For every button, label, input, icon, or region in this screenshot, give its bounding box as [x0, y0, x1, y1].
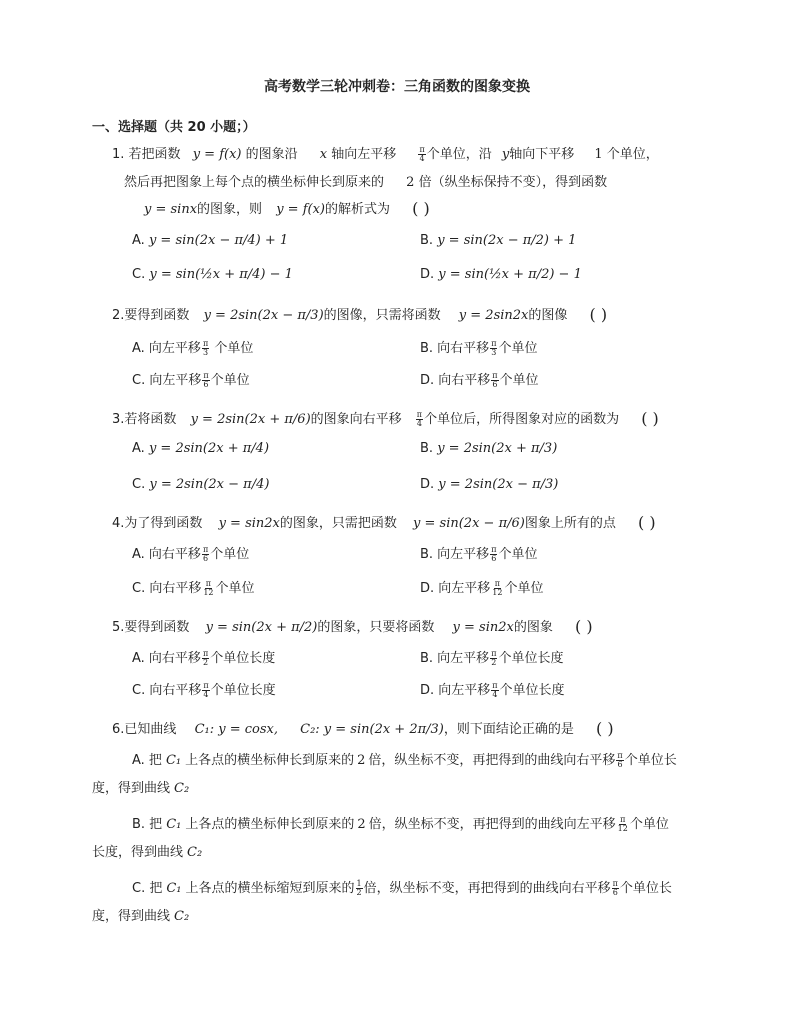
q2-option-b: B. 向右平移 $\frac{\pi}{3}$ 个单位	[420, 339, 538, 357]
question-3: 3.若将函数 y = 2sin(2x + π/6)的图象向右平移 $\frac{\pi}{4}$ 个单位后，所得图象对应的函数为 ( )	[112, 409, 659, 428]
question-1-line-3: y = sinx的图象，则 y = f(x)的解析式为 ( )	[144, 199, 430, 218]
q6-option-a-line-2: 度，得到曲线 C₂	[92, 781, 190, 796]
q4-option-b: B. 向左平移 $\frac{\pi}{6}$ 个单位	[420, 545, 538, 563]
answer-blank: ( )	[575, 617, 593, 636]
q2-option-c: C. 向左平移 $\frac{\pi}{6}$ 个单位	[132, 371, 250, 389]
answer-blank: ( )	[641, 409, 659, 428]
q4-option-c: C. 向右平移 $\frac{\pi}{12}$ 个单位	[132, 579, 255, 597]
answer-blank: ( )	[589, 305, 608, 324]
q6-option-b-line-2: 长度，得到曲线 C₂	[92, 845, 203, 860]
q1-option-a: A. y = sin(2x − π/4) + 1	[132, 233, 289, 248]
question-2: 2.要得到函数 y = 2sin(2x − π/3)的图像，只需将函数 y = 2sin2x的图像 ( )	[112, 305, 608, 324]
q6-option-c-line-2: 度，得到曲线 C₂	[92, 909, 190, 924]
q4-option-a: A. 向右平移 $\frac{\pi}{6}$ 个单位	[132, 545, 250, 563]
q1-option-c: C. y = sin(½x + π/4) − 1	[132, 267, 293, 282]
question-1-line-1: 1. 若把函数 y = f(x) 的图象沿 x 轴向左平移 $\frac{\pi}{4}$ 个单位，沿 y轴向下平移 1 个单位，	[112, 145, 659, 163]
q1-option-b: B. y = sin(2x − π/2) + 1	[420, 233, 577, 248]
question-4: 4.为了得到函数 y = sin2x的图象，只需把函数 y = sin(2x − π/6)图象上所有的点 ( )	[112, 513, 656, 532]
q3-option-c: C. y = 2sin(2x − π/4)	[132, 477, 270, 492]
section-heading: 一、选择题（共 20 小题；）	[92, 120, 256, 135]
q5-option-a: A. 向右平移 $\frac{\pi}{2}$ 个单位长度	[132, 649, 276, 667]
q6-option-a-line-1: A. 把 C₁ 上各点的横坐标伸长到原来的 2 倍，纵坐标不变，再把得到的曲线向右平移 $\frac{\pi}{6}$ 个单位长	[132, 751, 677, 769]
page-title: 高考数学三轮冲刺卷：三角函数的图象变换	[264, 79, 530, 95]
q2-option-a: A. 向左平移 $\frac{\pi}{3}$ 个单位	[132, 339, 254, 357]
q1-option-d: D. y = sin(½x + π/2) − 1	[420, 267, 582, 282]
q6-option-c-line-1: C. 把 C₁ 上各点的横坐标缩短到原来的 $\frac{1}{2}$ 倍，纵坐标不变，再把得到的曲线向右平移 $\frac{\pi}{6}$ 个单位长	[132, 879, 672, 897]
question-5: 5.要得到函数 y = sin(2x + π/2)的图象，只要将函数 y = sin2x的图象 ( )	[112, 617, 593, 636]
q5-option-b: B. 向左平移 $\frac{\pi}{2}$ 个单位长度	[420, 649, 564, 667]
answer-blank: ( )	[596, 719, 614, 738]
question-1-line-2: 然后再把图象上每个点的横坐标伸长到原来的 2 倍（纵坐标保持不变），得到函数	[124, 175, 608, 190]
answer-blank: ( )	[638, 513, 656, 532]
q3-option-a: A. y = 2sin(2x + π/4)	[132, 441, 270, 456]
q6-option-b-line-1: B. 把 C₁ 上各点的横坐标伸长到原来的 2 倍，纵坐标不变，再把得到的曲线向左平移 $\frac{\pi}{12}$ 个单位	[132, 815, 669, 833]
q5-option-d: D. 向左平移 $\frac{\pi}{4}$ 个单位长度	[420, 681, 565, 699]
q5-option-c: C. 向右平移 $\frac{\pi}{4}$ 个单位长度	[132, 681, 276, 699]
question-6: 6.已知曲线 C₁: y = cosx, C₂: y = sin(2x + 2π/3)，则下面结论正确的是 ( )	[112, 719, 614, 738]
answer-blank: ( )	[412, 199, 430, 218]
q3-option-d: D. y = 2sin(2x − π/3)	[420, 477, 559, 492]
q3-option-b: B. y = 2sin(2x + π/3)	[420, 441, 558, 456]
q2-option-d: D. 向右平移 $\frac{\pi}{6}$ 个单位	[420, 371, 539, 389]
q4-option-d: D. 向左平移 $\frac{\pi}{12}$ 个单位	[420, 579, 544, 597]
